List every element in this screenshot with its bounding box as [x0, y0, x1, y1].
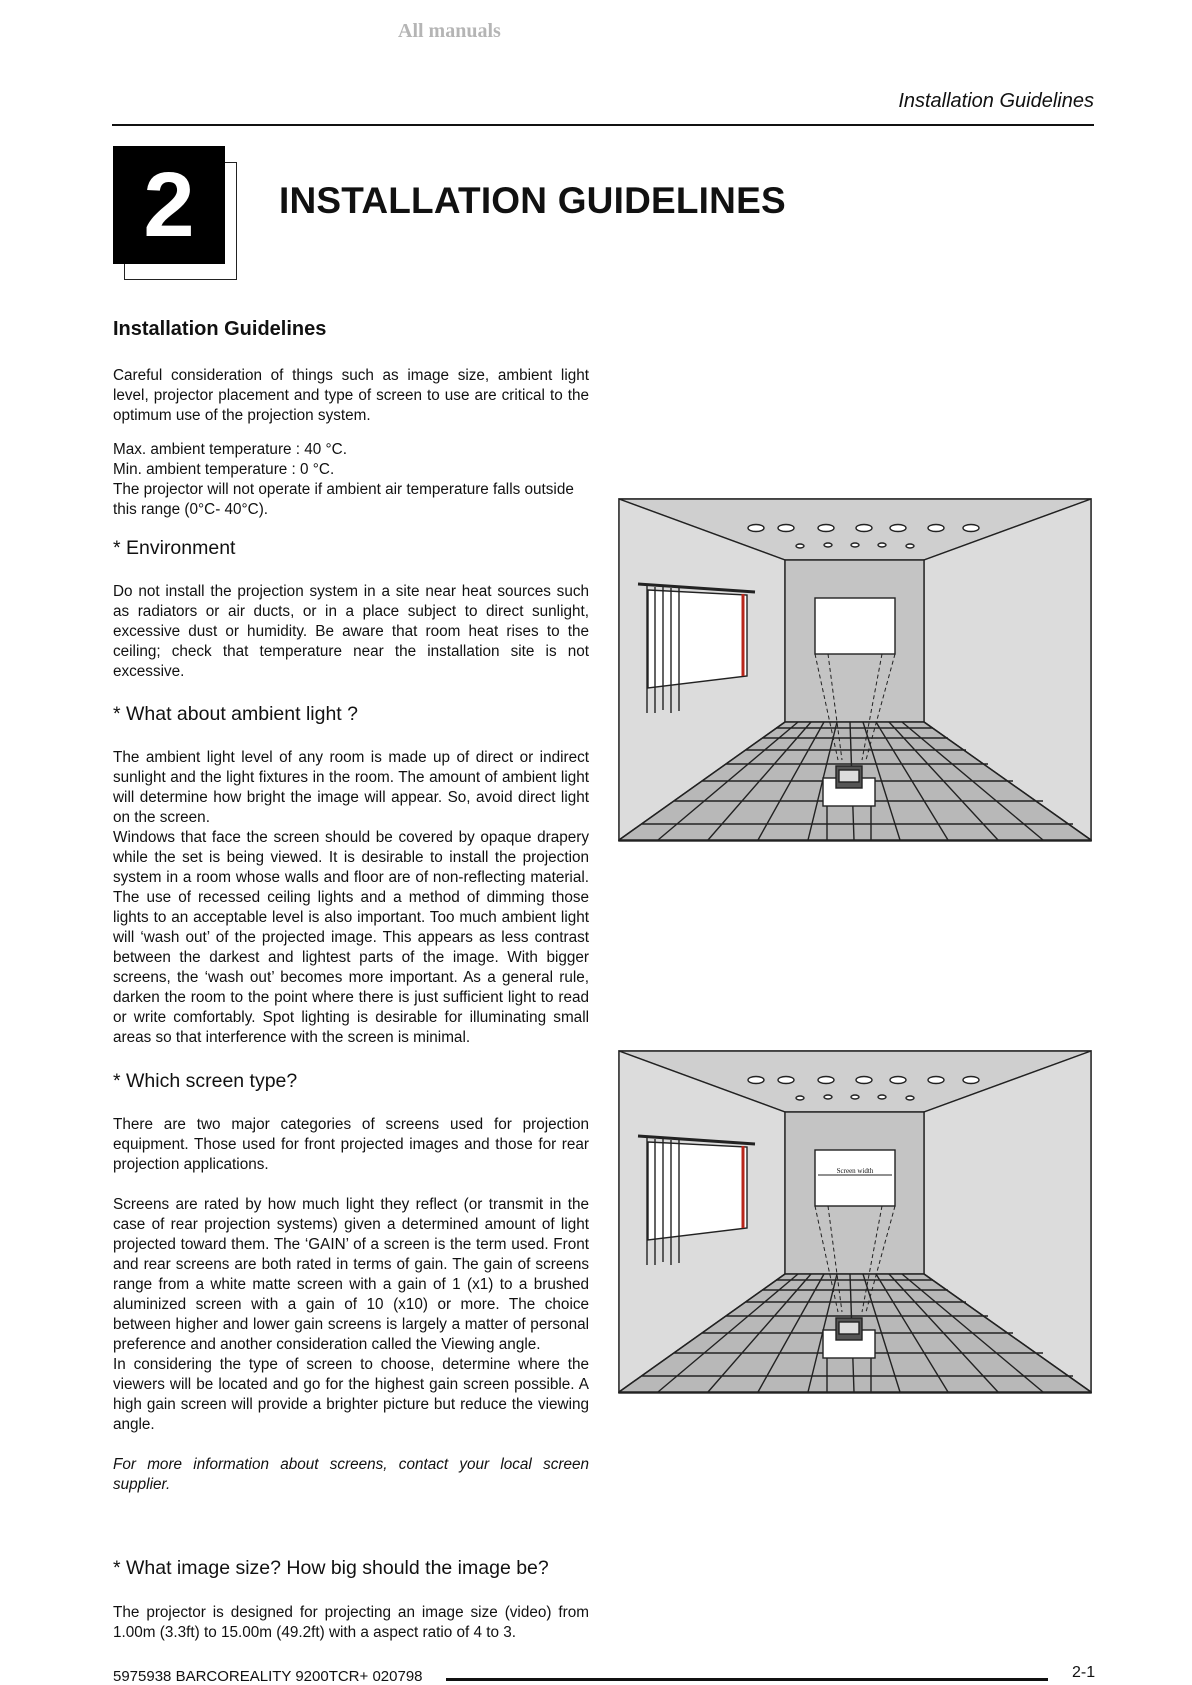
environment-text: Do not install the projection system in a site near heat sources such as radiators or air ducts, or in a place subject to direct sunlight, excessive dust or humidity. Be aware that room heat rises to the ceiling; check that temperature near the installation site is not excessive.: [113, 583, 589, 680]
environment-paragraph: [113, 582, 589, 682]
temp-note: The projector will not operate if ambient air temperature falls outside this range (0°C- 40°C).: [113, 481, 574, 518]
intro-paragraph: [113, 366, 589, 426]
watermark: All manuals: [398, 20, 501, 42]
footer-doc-id: 5975938 BARCOREALITY 9200TCR+ 020798: [113, 1668, 423, 1685]
page-number: 2-1: [1072, 1664, 1096, 1681]
ambient-paragraph: [113, 748, 589, 1048]
environment-heading: * Environment: [113, 537, 236, 559]
room-illustration-1: [618, 498, 1092, 842]
ambient-text-2: Windows that face the screen should be covered by opaque drapery while the set is being viewed. It is desirable to install the projection system in a room whose walls and floor are of non-reflecting material. The use of recessed ceiling lights and a method of dimming those lights to an acceptable level is also important. Too much ambient light will ‘wash out’ of the projected image. This appears as less contrast between the darkest and lightest parts of the image. With bigger screens, the ‘wash out’ becomes more important. As a general rule, darken the room to the point where there is just sufficient light to read or write comfortably. Spot lighting is desirable for illuminating small areas so that interference with the screen is minimal.: [113, 829, 589, 1046]
running-header: Installation Guidelines: [898, 90, 1094, 112]
screen-text-2: Screens are rated by how much light they reflect (or transmit in the case of rear projection systems) given a determined amount of light projected toward them. The ‘GAIN’ of a screen is the term used. Front and rear screens are both rated in terms of gain. The gain of screens range from a white matte screen with a gain of 1 (x1) to a brushed aluminized screen with a gain of 10 (x10) or more. The choice between higher and lower gain screens is largely a matter of personal preference and another consideration called the Viewing angle.: [113, 1196, 589, 1353]
temp-min: Min. ambient temperature : 0 °C.: [113, 461, 335, 478]
image-size-paragraph: [113, 1603, 589, 1643]
screen-text-3: In considering the type of screen to choose, determine where the viewers will be located and go for the highest gain screen possible. A high gain screen will provide a brighter picture but reduce the viewing angle.: [113, 1356, 589, 1433]
chapter-title: INSTALLATION GUIDELINES: [279, 180, 786, 221]
intro-text: Careful consideration of things such as image size, ambient light level, projector placement and type of screen to use are critical to the optimum use of the projection system.: [113, 367, 589, 424]
screen-paragraph: [113, 1115, 589, 1495]
image-size-text: The projector is designed for projecting an image size (video) from 1.00m (3.3ft) to 15.00m (49.2ft) with a aspect ratio of 4 to 3.: [113, 1604, 589, 1641]
section-title: Installation Guidelines: [113, 318, 327, 340]
chapter-number-box: [113, 146, 225, 264]
screen-note: For more information about screens, contact your local screen supplier.: [113, 1456, 589, 1493]
ambient-text-1: The ambient light level of any room is made up of direct or indirect sunlight and the light fixtures in the room. The amount of ambient light will determine how bright the image will appear. So, avoid direct light on the screen.: [113, 749, 589, 826]
chapter-number: 2: [113, 146, 225, 264]
temperature-block: [113, 440, 589, 520]
temp-max: Max. ambient temperature : 40 °C.: [113, 441, 347, 458]
ambient-heading: * What about ambient light ?: [113, 703, 358, 725]
footer-rule: [446, 1678, 1048, 1681]
screen-heading: * Which screen type?: [113, 1070, 298, 1092]
header-rule: [112, 124, 1094, 126]
room-illustration-2: [618, 1050, 1092, 1394]
screen-text-1: There are two major categories of screens used for projection equipment. Those used for front projected images and those for rear projection applications.: [113, 1116, 589, 1173]
image-size-heading: * What image size? How big should the image be?: [113, 1557, 549, 1579]
screen-width-label: Screen width: [836, 1167, 874, 1175]
